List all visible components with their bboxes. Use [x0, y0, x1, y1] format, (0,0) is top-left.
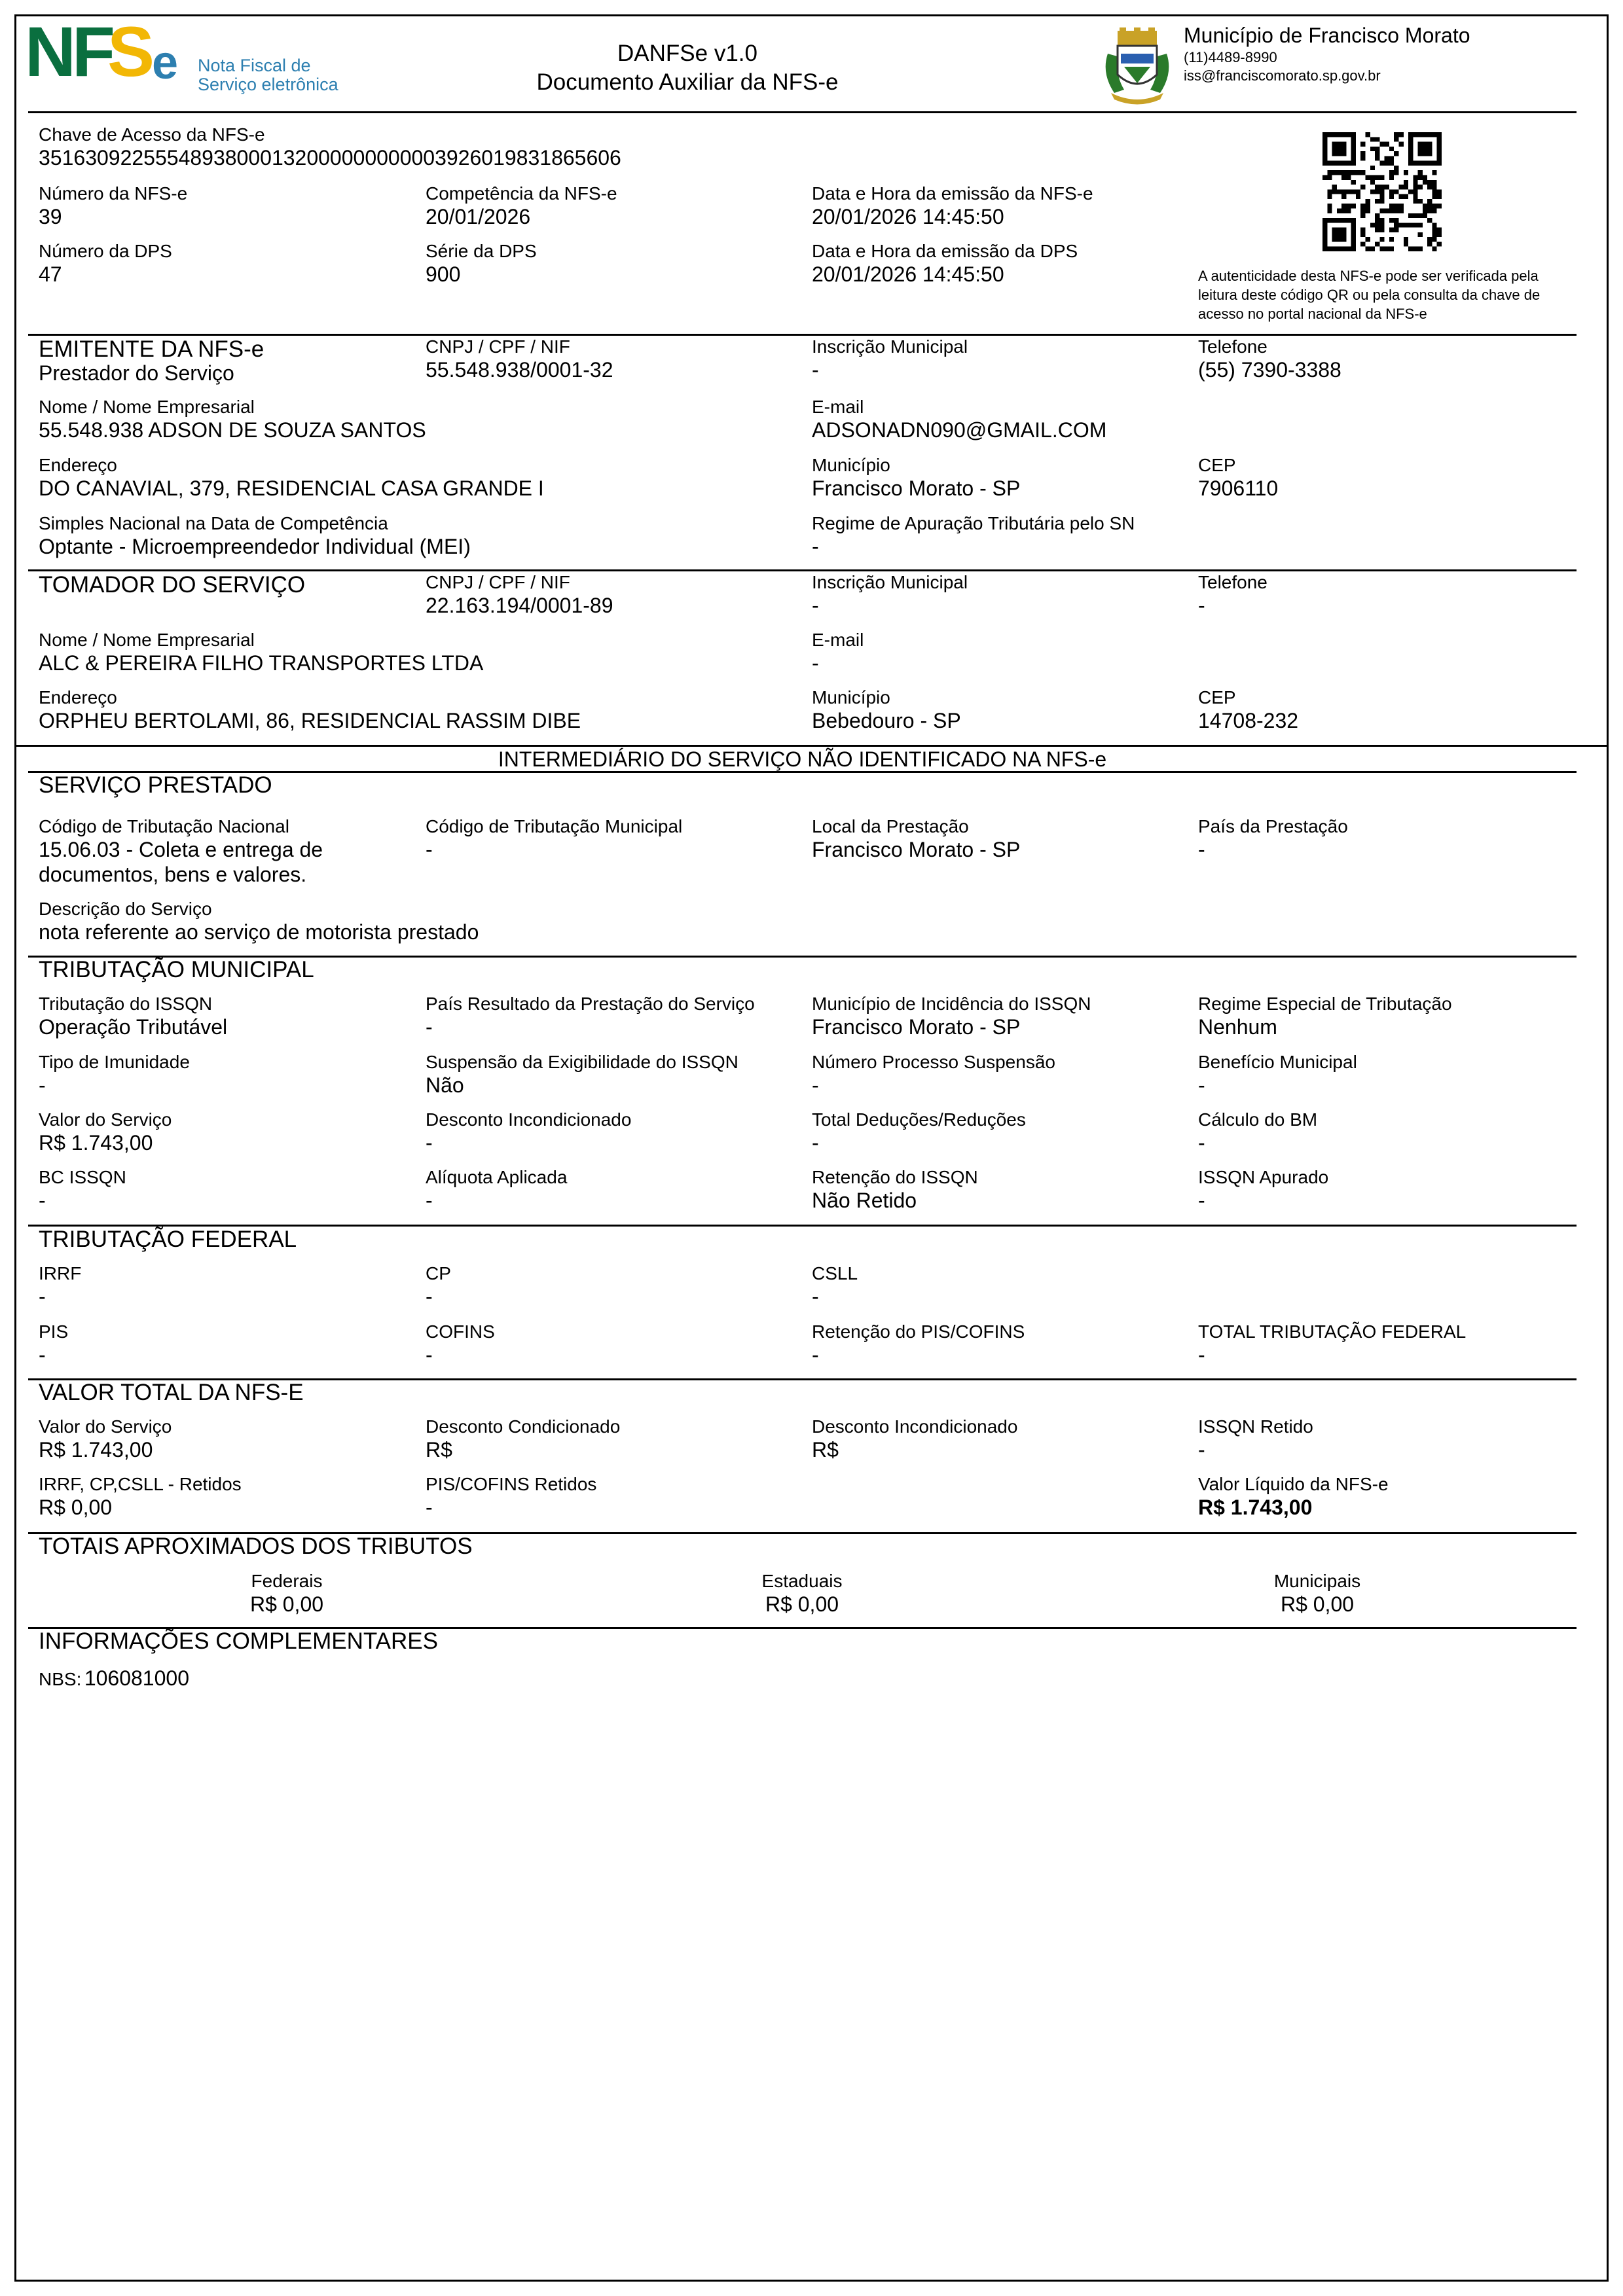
municipal-crest-icon — [1095, 27, 1180, 106]
nbs-line — [39, 1666, 189, 1691]
trib-mun-field-value: - — [1198, 1189, 1205, 1212]
trib-mun-field-value: - — [812, 1073, 819, 1097]
logo-subtitle-line2: Serviço eletrônica — [198, 75, 338, 94]
trib-fed-csll-label: CSLL — [812, 1263, 858, 1283]
trib-mun-field-label: Alíquota Aplicada — [426, 1167, 568, 1187]
municipality-header — [1184, 22, 1577, 85]
trib-mun-field-label: País Resultado da Prestação do Serviço — [426, 994, 755, 1014]
trib-fed-total-value: - — [1198, 1343, 1205, 1367]
trib-mun-field-value: - — [39, 1189, 46, 1212]
municipality-name: Município de Francisco Morato — [1184, 24, 1470, 47]
emitente-mun-value: Francisco Morato - SP — [812, 476, 1021, 500]
tomador-email-value: - — [812, 651, 819, 675]
trib-mun-field-value: Não Retido — [812, 1189, 917, 1212]
emitente-regime-label: Regime de Apuração Tributária pelo SN — [812, 513, 1135, 533]
emitente-email-label: E-mail — [812, 397, 864, 417]
issqn-retido-value: - — [1198, 1438, 1205, 1462]
chave-value: 35163092255548938000132000000000003926019831865606 — [39, 146, 621, 170]
trib-mun-field-label: Desconto Incondicionado — [426, 1109, 632, 1130]
tomador-cnpj-label: CNPJ / CPF / NIF — [426, 572, 570, 592]
emissao-dps-label: Data e Hora da emissão da DPS — [812, 241, 1078, 261]
numero-nfse-value: 39 — [39, 205, 62, 228]
svg-text:S: S — [107, 16, 155, 88]
emitente-im-value: - — [812, 358, 819, 382]
trib-mun-field-label: ISSQN Apurado — [1198, 1167, 1329, 1187]
emitente-email-value: ADSONADN090@GMAIL.COM — [812, 418, 1107, 442]
svg-text:e: e — [152, 37, 179, 88]
trib-mun-field-label: Município de Incidência do ISSQN — [812, 994, 1091, 1014]
trib-mun-field-label: Tipo de Imunidade — [39, 1052, 190, 1072]
title-line2: Documento Auxiliar da NFS-e — [536, 69, 839, 95]
servico-local-value: Francisco Morato - SP — [812, 838, 1021, 861]
numero-nfse-label: Número da NFS-e — [39, 183, 188, 204]
emissao-nfse-label: Data e Hora da emissão da NFS-e — [812, 183, 1093, 204]
desc-cond-label: Desconto Condicionado — [426, 1416, 621, 1437]
emitente-nome-value: 55.548.938 ADSON DE SOUZA SANTOS — [39, 418, 426, 442]
trib-mun-field-value: Nenhum — [1198, 1015, 1277, 1039]
servico-cod-mun-label: Código de Tributação Municipal — [426, 816, 683, 836]
pis-cofins-retidos-value: - — [426, 1496, 433, 1519]
trib-fed-ret-value: - — [812, 1343, 819, 1367]
servico-desc-label: Descrição do Serviço — [39, 899, 212, 919]
emitente-sn-label: Simples Nacional na Data de Competência — [39, 513, 388, 533]
trib-fed-total-label: TOTAL TRIBUTAÇÃO FEDERAL — [1198, 1321, 1467, 1342]
municipality-phone: (11)4489-8990 — [1184, 49, 1277, 65]
chave-label: Chave de Acesso da NFS-e — [39, 124, 265, 145]
trib-fed-title: TRIBUTAÇÃO FEDERAL — [39, 1227, 297, 1252]
desc-incond-value: R$ — [812, 1438, 839, 1462]
trib-mun-field-value: - — [1198, 1131, 1205, 1155]
trib-mun-field-value: - — [812, 1131, 819, 1155]
intermediario-notice: INTERMEDIÁRIO DO SERVIÇO NÃO IDENTIFICADO NA NFS-e — [498, 747, 1107, 771]
competencia-label: Competência da NFS-e — [426, 183, 617, 204]
trib-mun-field-value: R$ 1.743,00 — [39, 1131, 153, 1155]
trib-mun-field-label: Benefício Municipal — [1198, 1052, 1357, 1072]
emitente-title: EMITENTE DA NFS-e — [39, 336, 264, 362]
totais-federais-value: R$ 0,00 — [249, 1592, 324, 1616]
numero-dps-label: Número da DPS — [39, 241, 172, 261]
qr-note: A autenticidade desta NFS-e pode ser verificada pela leitura deste código QR ou pela consulta da chave de acesso no portal nacional da NFS-e — [1198, 268, 1541, 322]
desc-incond-label: Desconto Incondicionado — [812, 1416, 1018, 1437]
divider — [28, 569, 1577, 571]
trib-mun-field-label: Retenção do ISSQN — [812, 1167, 978, 1187]
tomador-tel-label: Telefone — [1198, 572, 1267, 592]
trib-fed-cofins-value: - — [426, 1343, 433, 1367]
emitente-tel-value: (55) 7390-3388 — [1198, 358, 1341, 382]
logo-subtitle-line1: Nota Fiscal de — [198, 56, 311, 75]
servico-desc-value: nota referente ao serviço de motorista prestado — [39, 920, 479, 944]
emissao-nfse-value: 20/01/2026 14:45:50 — [812, 205, 1004, 228]
totais-estaduais-value: R$ 0,00 — [765, 1592, 839, 1616]
servico-pais-label: País da Prestação — [1198, 816, 1348, 836]
servico-pais-value: - — [1198, 838, 1205, 861]
tomador-cep-label: CEP — [1198, 687, 1236, 708]
tomador-email-label: E-mail — [812, 630, 864, 650]
title-line1: DANFSe v1.0 — [617, 41, 757, 66]
tomador-nome-value: ALC & PEREIRA FILHO TRANSPORTES LTDA — [39, 651, 484, 675]
tomador-mun-value: Bebedouro - SP — [812, 709, 961, 732]
tomador-end-label: Endereço — [39, 687, 117, 708]
emitente-end-value: DO CANAVIAL, 379, RESIDENCIAL CASA GRANDE I — [39, 476, 544, 500]
trib-fed-csll-value: - — [812, 1285, 819, 1308]
emitente-end-label: Endereço — [39, 455, 117, 475]
divider — [28, 334, 1577, 336]
serie-dps-value: 900 — [426, 262, 461, 286]
totais-title: TOTAIS APROXIMADOS DOS TRIBUTOS — [39, 1534, 473, 1559]
emitente-mun-label: Município — [812, 455, 890, 475]
totais-municipais-value: R$ 0,00 — [1280, 1592, 1355, 1616]
emitente-tel-label: Telefone — [1198, 336, 1267, 357]
trib-mun-field-label: Total Deduções/Reduções — [812, 1109, 1026, 1130]
trib-mun-field-label: Cálculo do BM — [1198, 1109, 1318, 1130]
serie-dps-label: Série da DPS — [426, 241, 537, 261]
trib-mun-field-label: Tributação do ISSQN — [39, 994, 213, 1014]
nbs-value: 106081000 — [84, 1666, 189, 1690]
emissao-dps-value: 20/01/2026 14:45:50 — [812, 262, 1004, 286]
totais-federais-label: Federais — [251, 1571, 323, 1591]
tomador-tel-value: - — [1198, 594, 1205, 617]
trib-mun-field-label: Número Processo Suspensão — [812, 1052, 1055, 1072]
totais-estaduais-label: Estaduais — [761, 1571, 843, 1591]
trib-fed-cp-value: - — [426, 1285, 433, 1308]
emitente-cnpj-label: CNPJ / CPF / NIF — [426, 336, 570, 357]
tomador-cnpj-value: 22.163.194/0001-89 — [426, 594, 613, 617]
emitente-nome-label: Nome / Nome Empresarial — [39, 397, 255, 417]
trib-mun-field-value: - — [1198, 1073, 1205, 1097]
logo-subtitle — [198, 56, 338, 94]
trib-mun-field-value: - — [426, 1131, 433, 1155]
trib-mun-field-label: BC ISSQN — [39, 1167, 126, 1187]
servico-cod-nac-line2: documentos, bens e valores. — [39, 863, 307, 886]
trib-fed-ret-label: Retenção do PIS/COFINS — [812, 1321, 1025, 1342]
emitente-subtitle: Prestador do Serviço — [39, 361, 234, 385]
tomador-end-value: ORPHEU BERTOLAMI, 86, RESIDENCIAL RASSIM DIBE — [39, 709, 581, 732]
trib-mun-field-label: Regime Especial de Tributação — [1198, 994, 1452, 1014]
trib-mun-field-value: - — [426, 1015, 433, 1039]
desc-cond-value: R$ — [426, 1438, 452, 1462]
pis-cofins-retidos-label: PIS/COFINS Retidos — [426, 1474, 597, 1494]
tomador-im-value: - — [812, 594, 819, 617]
divider — [28, 111, 1577, 113]
emitente-cnpj-value: 55.548.938/0001-32 — [426, 358, 613, 382]
trib-mun-field-value: Operação Tributável — [39, 1015, 228, 1039]
municipality-email: iss@franciscomorato.sp.gov.br — [1184, 67, 1381, 84]
irrf-retidos-value: R$ 0,00 — [39, 1496, 113, 1519]
trib-mun-field-value: - — [426, 1189, 433, 1212]
emitente-cep-value: 7906110 — [1198, 476, 1279, 500]
servico-cod-nac-label: Código de Tributação Nacional — [39, 816, 289, 836]
servico-title: SERVIÇO PRESTADO — [39, 772, 272, 798]
servico-cod-nac-line1: 15.06.03 - Coleta e entrega de — [39, 838, 323, 861]
trib-mun-title: TRIBUTAÇÃO MUNICIPAL — [39, 957, 314, 982]
servico-local-label: Local da Prestação — [812, 816, 969, 836]
valor-servico-value: R$ 1.743,00 — [39, 1438, 153, 1462]
tomador-cep-value: 14708-232 — [1198, 709, 1299, 732]
competencia-value: 20/01/2026 — [426, 205, 531, 228]
emitente-regime-value: - — [812, 535, 819, 558]
tomador-nome-label: Nome / Nome Empresarial — [39, 630, 255, 650]
trib-mun-field-value: Não — [426, 1073, 464, 1097]
irrf-retidos-label: IRRF, CP,CSLL - Retidos — [39, 1474, 242, 1494]
tomador-title: TOMADOR DO SERVIÇO — [39, 572, 306, 598]
qr-code-icon — [1322, 132, 1442, 251]
numero-dps-value: 47 — [39, 262, 62, 286]
valor-liquido-value: R$ 1.743,00 — [1198, 1496, 1313, 1519]
tomador-im-label: Inscrição Municipal — [812, 572, 968, 592]
valor-liquido-label: Valor Líquido da NFS-e — [1198, 1474, 1389, 1494]
trib-fed-cofins-label: COFINS — [426, 1321, 495, 1342]
document-title — [327, 39, 1048, 97]
emitente-im-label: Inscrição Municipal — [812, 336, 968, 357]
totais-municipais-label: Municipais — [1273, 1571, 1361, 1591]
trib-fed-irrf-label: IRRF — [39, 1263, 82, 1283]
trib-fed-pis-value: - — [39, 1343, 46, 1367]
valor-total-title: VALOR TOTAL DA NFS-E — [39, 1380, 304, 1405]
trib-mun-field-label: Suspensão da Exigibilidade do ISSQN — [426, 1052, 739, 1072]
valor-servico-label: Valor do Serviço — [39, 1416, 172, 1437]
emitente-cep-label: CEP — [1198, 455, 1236, 475]
trib-fed-irrf-value: - — [39, 1285, 46, 1308]
trib-mun-field-value: - — [39, 1073, 46, 1097]
issqn-retido-label: ISSQN Retido — [1198, 1416, 1313, 1437]
trib-fed-cp-label: CP — [426, 1263, 451, 1283]
servico-cod-mun-value: - — [426, 838, 433, 861]
svg-text:NF: NF — [25, 16, 111, 88]
trib-mun-field-label: Valor do Serviço — [39, 1109, 172, 1130]
nbs-label: NBS: — [39, 1669, 82, 1689]
tomador-mun-label: Município — [812, 687, 890, 708]
trib-fed-pis-label: PIS — [39, 1321, 69, 1342]
trib-mun-field-value: Francisco Morato - SP — [812, 1015, 1021, 1039]
emitente-sn-value: Optante - Microempreendedor Individual (MEI) — [39, 535, 471, 558]
info-title: INFORMAÇÕES COMPLEMENTARES — [39, 1628, 438, 1654]
